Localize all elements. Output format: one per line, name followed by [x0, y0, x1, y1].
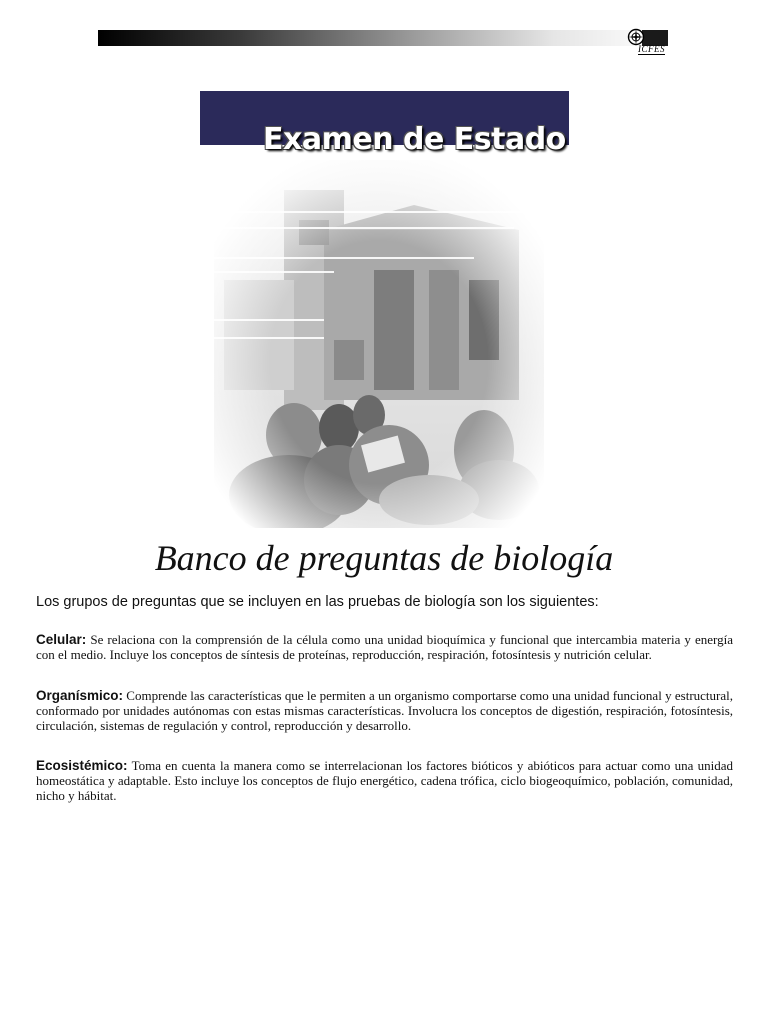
- section-term: Organísmico:: [36, 688, 124, 703]
- section-organismico: [36, 688, 733, 733]
- document-title: Banco de preguntas de biología: [154, 538, 614, 578]
- section-term: Ecosistémico:: [36, 758, 128, 773]
- section-term: Celular:: [36, 632, 87, 647]
- section-ecosistemico: [36, 758, 733, 803]
- section-text: Toma en cuenta la manera como se interrelacionan los factores bióticos y abióticos para actuar como una unidad homeostática y adaptable. Esto incluye los conceptos de flujo energético, cadena trófica, ciclo biogeoquímico, población, comunidad, nicho y hábitat.: [36, 758, 733, 803]
- section-text: Se relaciona con la comprensión de la célula como una unidad bioquímica y funcional que intercambia materia y energía con el medio. Incluye los conceptos de síntesis de proteínas, reproducción, respiración, fotosíntesis y nutrición celular.: [36, 632, 733, 662]
- section-text: Comprende las características que le permiten a un organismo comportarse como una unidad funcional y estructural, conformado por unidades autónomas con estas mismas características. Involucra los conceptos de digestión, respiración, fotosíntesis, circulación, sistemas de regulación y control, reproducción y desarrollo.: [36, 688, 733, 733]
- banner-title: Examen de Estado: [263, 122, 566, 157]
- icfes-logo: [624, 28, 670, 58]
- intro-text: Los grupos de preguntas que se incluyen en las pruebas de biología son los siguientes:: [36, 594, 599, 610]
- logo-text: ICFES: [638, 44, 665, 54]
- header-gradient-bar: [98, 30, 668, 46]
- section-celular: [36, 632, 733, 662]
- cover-photo: [214, 160, 544, 528]
